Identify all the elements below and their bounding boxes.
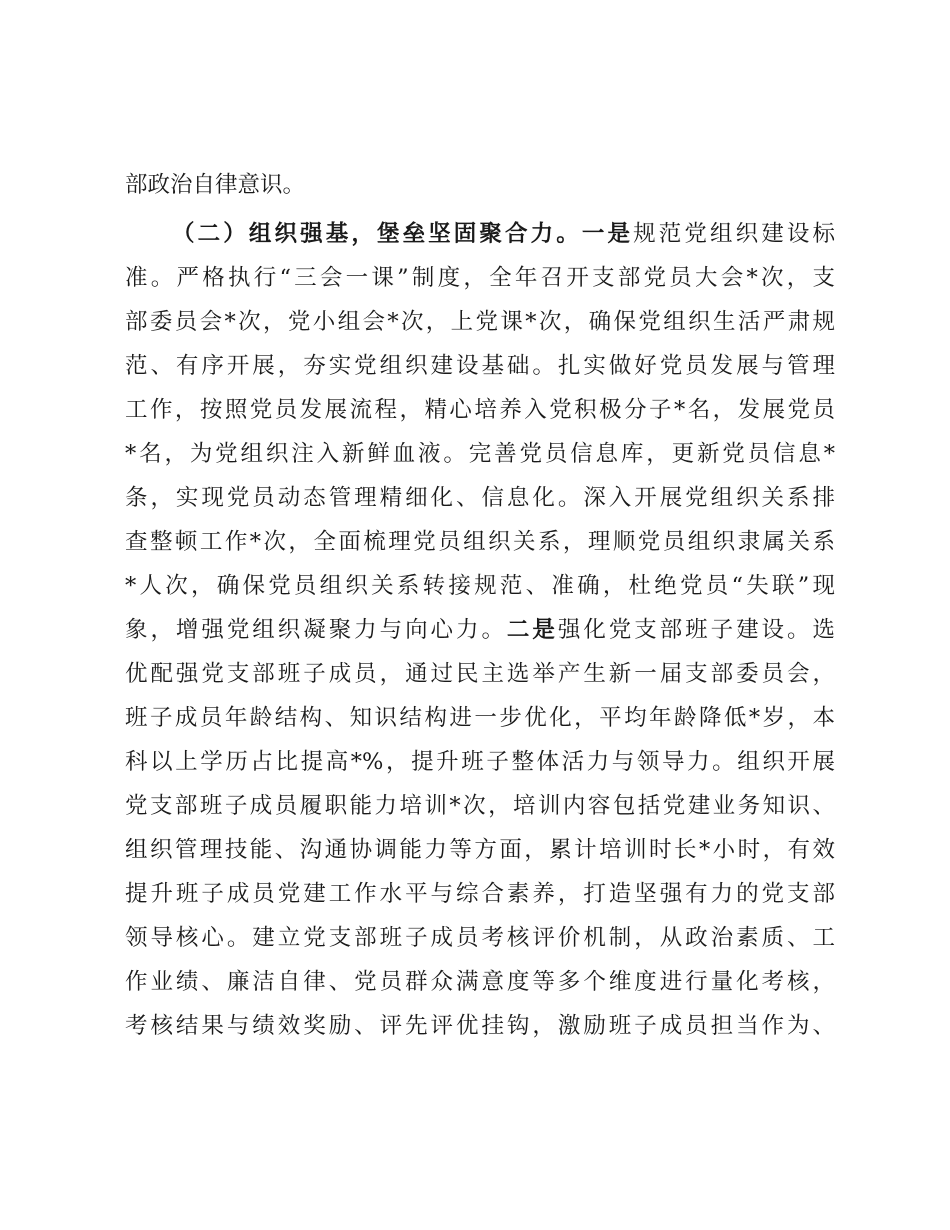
paragraph-line-9 [125,520,835,564]
line-text: 象，增强党组织凝聚力与向心力。 [125,617,507,643]
paragraph-line-6 [125,388,835,432]
line-text: 条，实现党员动态管理精细化、信息化。深入开展党组织关系排 [125,485,835,511]
paragraph-line-10 [125,564,835,608]
paragraph-line-12 [125,652,835,696]
line-text: 科以上学历占比提高*%，提升班子整体活力与领导力。组织开展 [125,749,835,775]
paragraph-line-8 [125,476,835,520]
line-text: 部委员会*次，党小组会*次，上党课*次，确保党组织生活严肃规 [125,309,835,335]
paragraph-line-11 [125,608,835,652]
paragraph-line-17 [125,872,835,916]
line-text: 优配强党支部班子成员，通过民主选举产生新一届支部委员会， [125,661,835,687]
paragraph-line-19 [125,960,835,1004]
line-text: 考核结果与绩效奖励、评先评优挂钩，激励班子成员担当作为、 [125,1013,835,1039]
paragraph-line-1 [125,163,835,207]
point-one-label: 一是 [581,221,634,247]
line-text: 提升班子成员党建工作水平与综合素养，打造坚强有力的党支部 [125,881,835,907]
paragraph-line-15 [125,784,835,828]
line-text: 工作，按照党员发展流程，精心培养入党积极分子*名，发展党员 [125,397,835,423]
paragraph-line-3 [125,256,835,300]
paragraph-line-7 [125,432,835,476]
line-text: 规范党组织建设标 [633,221,835,247]
line-text: 班子成员年龄结构、知识结构进一步优化，平均年龄降低*岁，本 [125,705,835,731]
line-text: *名，为党组织注入新鲜血液。完善党员信息库，更新党员信息* [125,441,835,467]
line-text: 作业绩、廉洁自律、党员群众满意度等多个维度进行量化考核， [125,969,835,995]
paragraph-line-5 [125,344,835,388]
point-two-label: 二是 [506,617,558,643]
paragraph-line-18 [125,916,835,960]
line-text: 强化党支部班子建设。选 [557,617,835,643]
section-heading-line [172,212,835,256]
line-text: 准。严格执行“三会一课”制度，全年召开支部党员大会*次，支 [125,265,835,291]
line-text: 查整顿工作*次，全面梳理党员组织关系，理顺党员组织隶属关系 [125,529,835,555]
section-heading: （二）组织强基，堡垒坚固聚合力。 [172,221,582,247]
paragraph-line-13 [125,696,835,740]
line-text: 党支部班子成员履职能力培训*次，培训内容包括党建业务知识、 [125,793,835,819]
line-text: 组织管理技能、沟通协调能力等方面，累计培训时长*小时，有效 [125,837,835,863]
line-text: 部政治自律意识。 [125,172,306,198]
line-text: *人次，确保党员组织关系转接规范、准确，杜绝党员“失联”现 [125,573,835,599]
paragraph-line-16 [125,828,835,872]
line-text: 领导核心。建立党支部班子成员考核评价机制，从政治素质、工 [125,925,835,951]
paragraph-line-14 [125,740,835,784]
line-text: 范、有序开展，夯实党组织建设基础。扎实做好党员发展与管理 [125,353,835,379]
paragraph-line-20 [125,1004,835,1048]
paragraph-line-4 [125,300,835,344]
